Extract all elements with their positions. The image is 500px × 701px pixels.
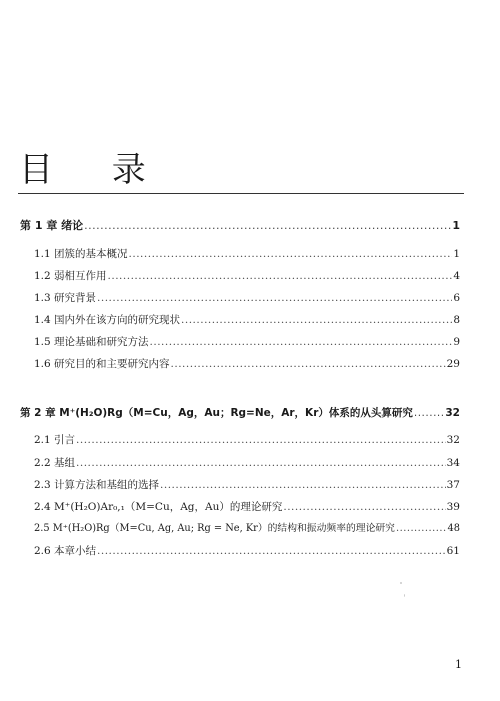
section-label: 2.2 基组: [34, 457, 76, 469]
toc-chapter-1[interactable]: [20, 218, 460, 234]
dot-leader: [160, 477, 446, 493]
toc-section-2-4[interactable]: [34, 499, 460, 515]
dot-leader: [84, 218, 451, 234]
page-number: 1: [455, 658, 462, 671]
paper-speck: [404, 594, 405, 597]
section-label: 1.5 理论基础和研究方法: [34, 336, 149, 348]
dot-leader: [150, 334, 453, 350]
section-page: 32: [446, 434, 460, 446]
section-page: 9: [453, 336, 460, 348]
toc-section-1-2[interactable]: [34, 268, 460, 284]
dot-leader: [181, 312, 452, 328]
section-label: 2.4 M⁺(H₂O)Ar₀,₁（M=Cu，Ag，Au）的理论研究: [34, 501, 283, 513]
toc-title: 目 录: [19, 150, 170, 190]
dot-leader: [171, 356, 446, 372]
section-page: 61: [446, 545, 460, 557]
dot-leader: [396, 521, 447, 537]
dot-leader: [108, 268, 453, 284]
section-label: 2.6 本章小结: [34, 545, 97, 557]
section-page: 29: [446, 358, 460, 370]
toc-section-1-6[interactable]: [34, 356, 460, 372]
dot-leader: [129, 246, 453, 262]
dot-leader: [76, 432, 446, 448]
section-label: 1.4 国内外在该方向的研究现状: [34, 314, 181, 326]
section-label: 1.3 研究背景: [34, 292, 97, 304]
section-label: 1.2 弱相互作用: [34, 270, 107, 282]
section-label: 2.5 M⁺(H₂O)Rg（M=Cu, Ag, Au; Rg = Ne, Kr）的结构和振动频率的理论研究: [34, 523, 395, 534]
chapter-label: 第 1 章 绪论: [20, 219, 84, 232]
toc-chapter-2[interactable]: [20, 405, 460, 421]
section-page: 39: [446, 501, 460, 513]
section-page: 34: [446, 457, 460, 469]
section-page: 37: [446, 479, 460, 491]
dot-leader: [283, 499, 445, 515]
section-page: 48: [447, 523, 460, 534]
toc-section-1-5[interactable]: [34, 334, 460, 350]
title-rule: [18, 193, 464, 194]
paper-speck: [400, 582, 402, 584]
toc-section-2-3[interactable]: [34, 477, 460, 493]
toc-section-2-6[interactable]: [34, 543, 460, 559]
toc-section-1-4[interactable]: [34, 312, 460, 328]
section-page: 8: [453, 314, 460, 326]
chapter-page: 32: [445, 407, 460, 419]
dot-leader: [97, 543, 446, 559]
chapter-page: 1: [452, 219, 460, 232]
dot-leader: [97, 290, 452, 306]
dot-leader: [414, 405, 445, 421]
section-label: 1.1 团簇的基本概况: [34, 248, 128, 260]
section-page: 6: [453, 292, 460, 304]
chapter-label: 第 2 章 M⁺(H₂O)Rg（M=Cu，Ag，Au；Rg=Ne，Ar，Kr）体系的从头算研究: [20, 407, 413, 419]
section-label: 1.6 研究目的和主要研究内容: [34, 358, 170, 370]
section-label: 2.1 引言: [34, 434, 76, 446]
dot-leader: [76, 455, 446, 471]
section-label: 2.3 计算方法和基组的选择: [34, 479, 160, 491]
toc-section-1-1[interactable]: [34, 246, 460, 262]
section-page: 1: [453, 248, 460, 260]
toc-section-2-1[interactable]: [34, 432, 460, 448]
toc-section-1-3[interactable]: [34, 290, 460, 306]
section-page: 4: [453, 270, 460, 282]
toc-section-2-5[interactable]: [34, 521, 460, 537]
toc-section-2-2[interactable]: [34, 455, 460, 471]
